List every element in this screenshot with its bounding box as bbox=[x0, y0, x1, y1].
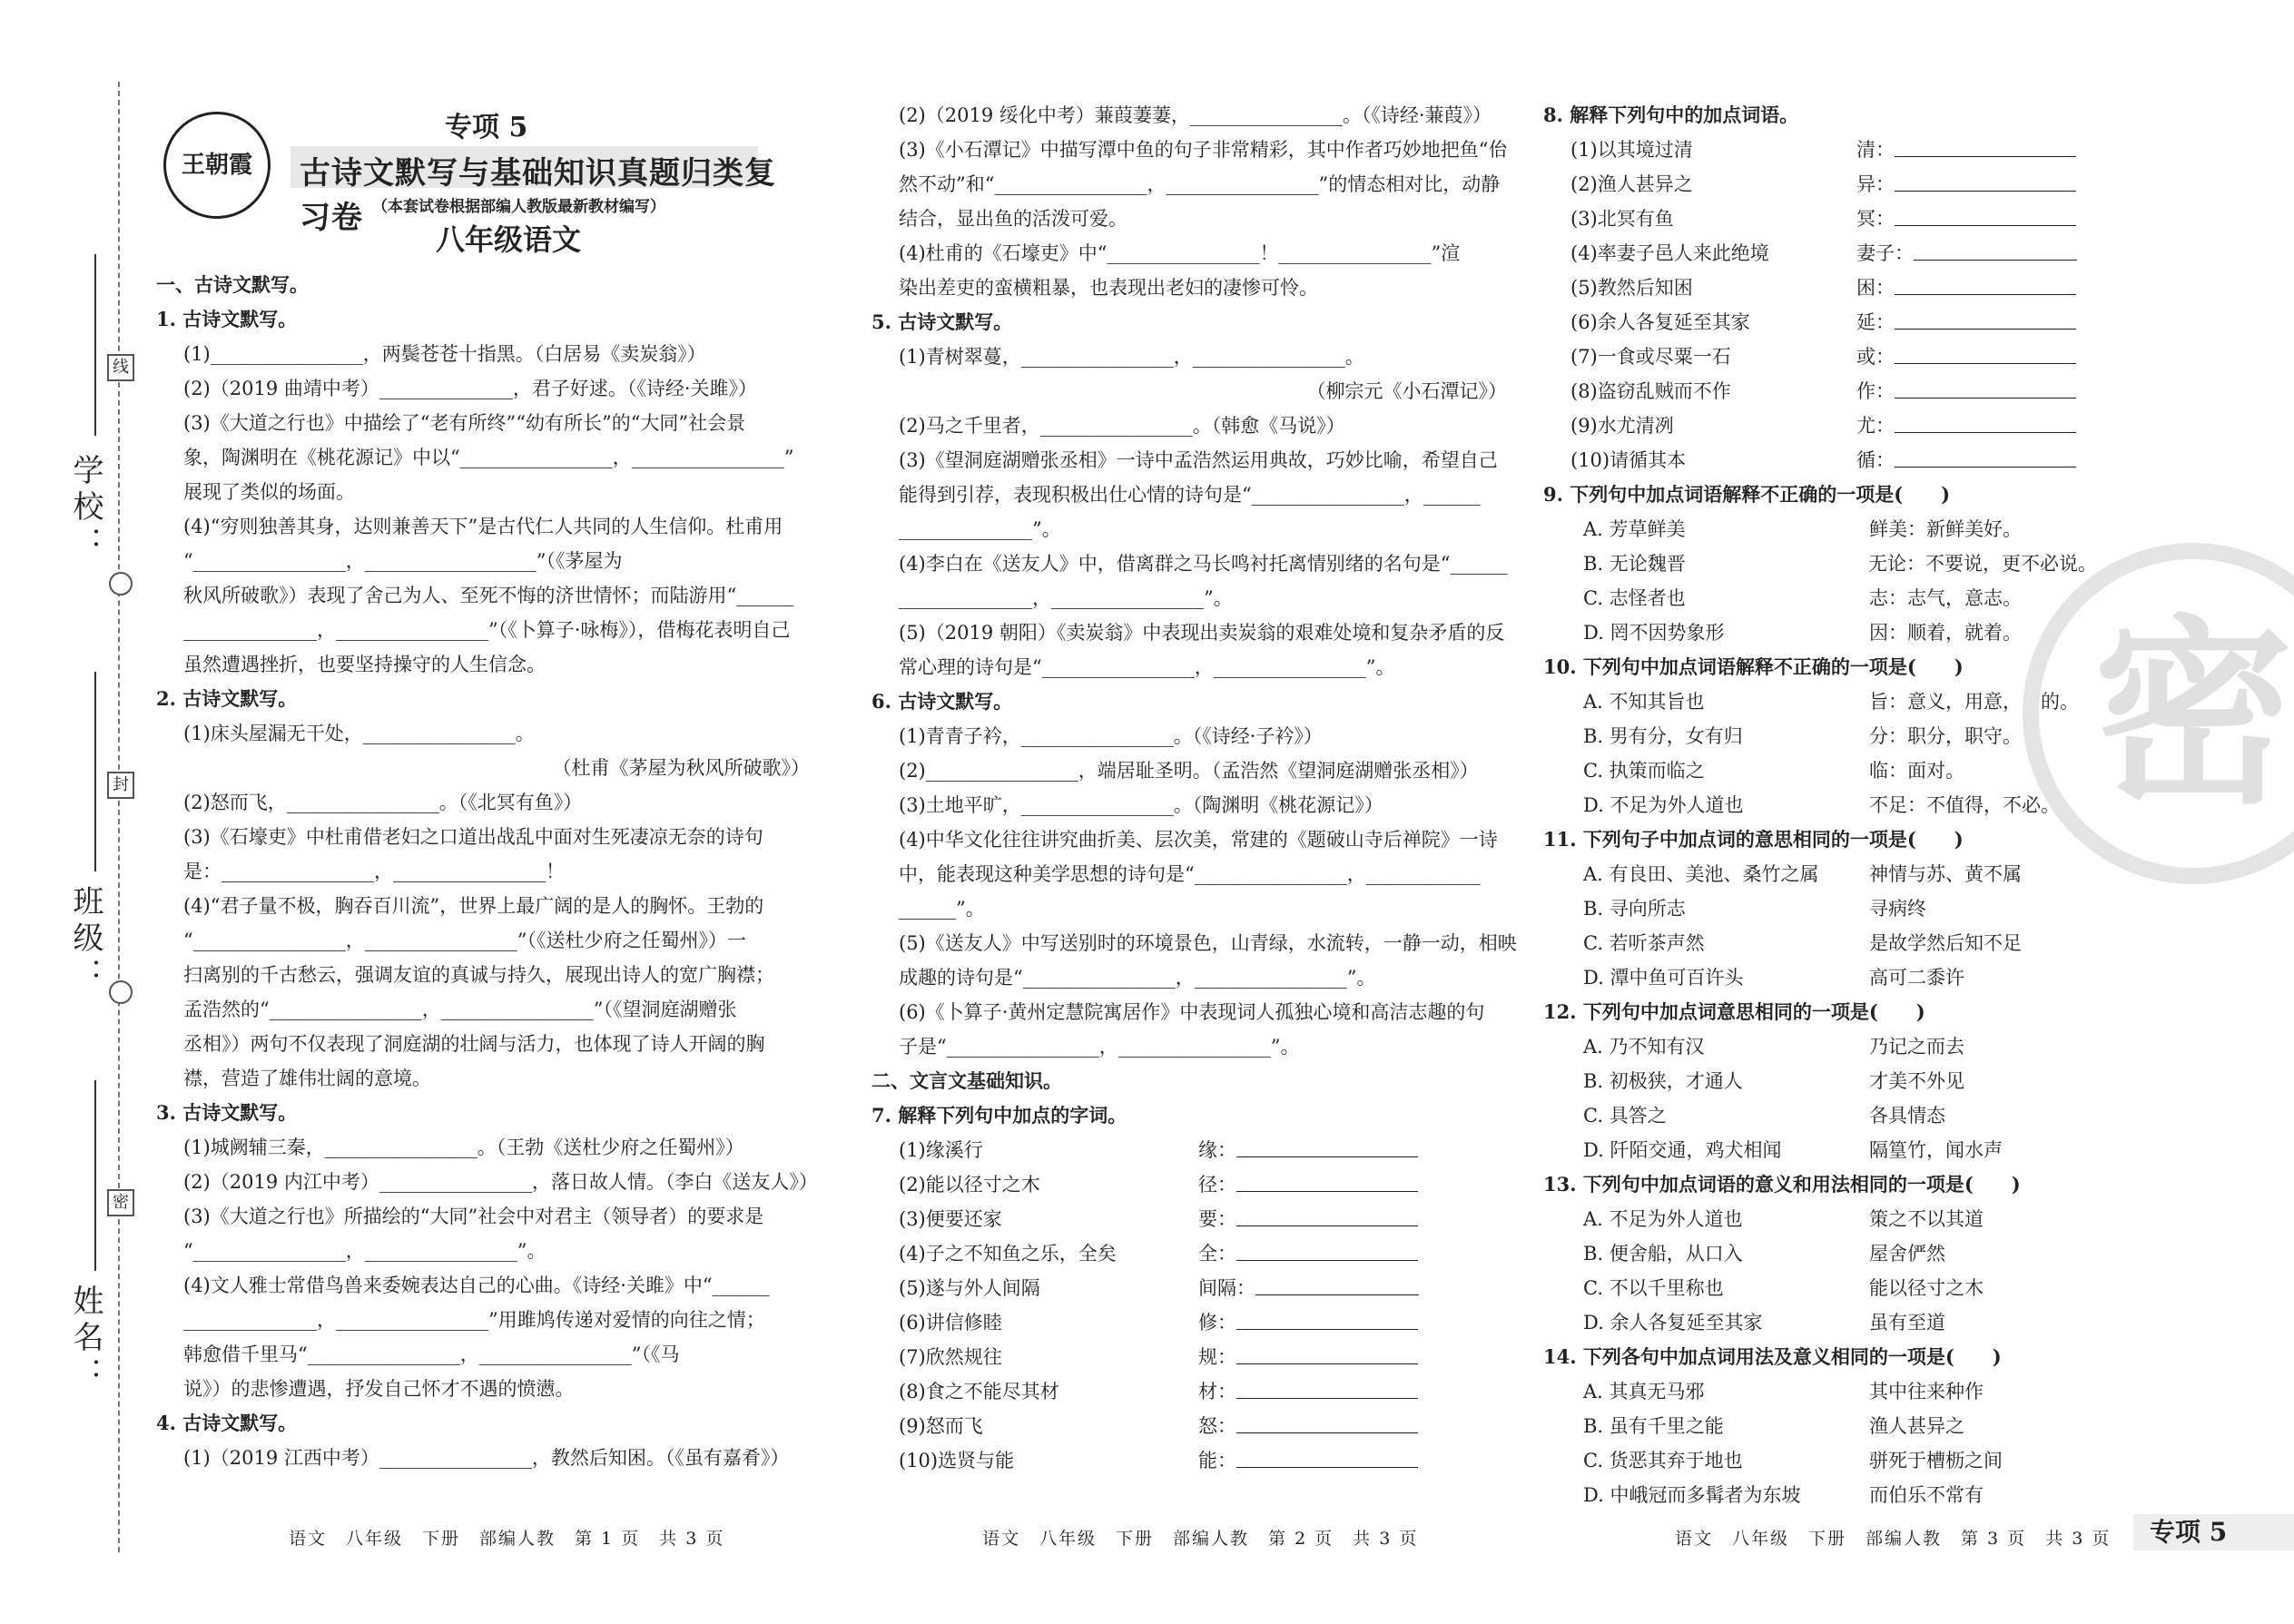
question-title: 4. 古诗文默写。 bbox=[156, 1412, 298, 1434]
question-text: 染出差吏的蛮横粗暴，也表现出老妇的凄惨可怜。 bbox=[899, 277, 1318, 299]
question-text: “________________，________________”。 bbox=[183, 1240, 546, 1262]
question-text: 结合，显出鱼的活泼可爱。 bbox=[899, 208, 1127, 230]
q13-option: D. 余人各复延至其家 虽有至道 bbox=[1583, 1312, 1945, 1334]
question-item: (2)（2019 内江中考）________________，落日故人情。（李白《送友人》） bbox=[183, 1171, 818, 1193]
q8-row: (6)余人各复延至其家 延： bbox=[1543, 305, 2097, 340]
q8-row: (3)北冥有鱼 冥： bbox=[1543, 202, 2097, 236]
question-text: 扫离别的千古愁云，强调友谊的真诚与持久，展现出诗人的宽广胸襟； bbox=[183, 964, 774, 986]
q9-option: A. 芳草鲜美 鲜美：新鲜美好。 bbox=[1583, 518, 2022, 540]
question-item: (2)（2019 曲靖中考）______________，君子好逑。（《诗经·关雎》） bbox=[183, 378, 758, 399]
question-item: (4)杜甫的《石壕吏》中“________________！________________”渲 bbox=[899, 242, 1461, 264]
section-heading: 一、古诗文默写。 bbox=[156, 273, 309, 296]
question-item: (1)________________，两鬓苍苍十指黑。（白居易《卖炭翁》） bbox=[183, 343, 706, 365]
question-item: (1)青青子衿，________________。（《诗经·子衿》） bbox=[899, 725, 1323, 747]
question-text: ______________”。 bbox=[899, 518, 1061, 540]
q12-option: B. 初极狭，才通人 才美不外见 bbox=[1583, 1070, 1964, 1092]
class-label: 班级： bbox=[67, 885, 103, 994]
q11-option: D. 潭中鱼可百许头 高可二黍许 bbox=[1583, 967, 1964, 989]
question-item: (6)《卜算子·黄州定慧院寓居作》中表现词人孤独心境和高洁志趣的句 bbox=[899, 1001, 1485, 1023]
column-2 bbox=[871, 98, 1517, 1478]
question-item: (1)城阙辅三秦，________________。（王勃《送杜少府之任蜀州》） bbox=[183, 1137, 744, 1158]
question-item: (4)文人雅士常借鸟兽来委婉表达自己的心曲。《诗经·关雎》中“______ bbox=[183, 1275, 770, 1296]
q13-option: C. 不以千里称也 能以径寸之木 bbox=[1583, 1277, 1984, 1299]
question-item: (4)中华文化往往讲究曲折美、层次美，常建的《题破山寺后禅院》一诗 bbox=[899, 829, 1498, 851]
question-item: (3)《石壕吏》中杜甫借老妇之口道出战乱中面对生死凄凉无奈的诗句 bbox=[183, 826, 763, 848]
q14-option: D. 中峨冠而多髯者为东坡 而伯乐不常有 bbox=[1583, 1484, 1984, 1506]
school-label: 学校： bbox=[67, 454, 103, 563]
class-line bbox=[94, 672, 96, 871]
question-title: 9. 下列句中加点词语解释不正确的一项是( ) bbox=[1543, 483, 1951, 506]
question-item: (4)李白在《送友人》中，借离群之马长鸣衬托离情别绪的名句是“______ bbox=[899, 553, 1508, 575]
q14-option: B. 虽有千里之能 渔人甚异之 bbox=[1583, 1415, 1964, 1437]
q12-option: A. 乃不知有汉 乃记之而去 bbox=[1583, 1036, 1964, 1058]
q13-option: B. 便舍船，从口入 屋舍俨然 bbox=[1583, 1243, 1945, 1265]
question-item: (3)《大道之行也》所描绘的“大同”社会中对君主（领导者）的要求是 bbox=[183, 1206, 764, 1227]
question-title: 1. 古诗文默写。 bbox=[156, 308, 298, 330]
question-title: 13. 下列句中加点词语的意义和用法相同的一项是( ) bbox=[1543, 1173, 2021, 1196]
question-text: 虽然遭遇挫折，也要坚持操守的人生信念。 bbox=[183, 654, 546, 675]
question-text: 子是“________________，________________”。 bbox=[899, 1036, 1300, 1058]
question-text: ______”。 bbox=[899, 898, 985, 920]
question-text: ______________，________________”（《卜算子·咏梅》），借梅花表明自己 bbox=[183, 619, 791, 641]
q7-row: (5)遂与外人间隔 间隔： bbox=[871, 1271, 1507, 1305]
q8-row: (9)水尤清冽 尤： bbox=[1543, 408, 2097, 443]
question-item: (1)（2019 江西中考）________________，教然后知困。（《虽有嘉肴》） bbox=[183, 1447, 790, 1469]
question-text: 中，能表现这种美学思想的诗句是“________________，____________ bbox=[899, 863, 1481, 885]
q7-row: (3)便要还家 要： bbox=[871, 1202, 1507, 1236]
q8-row: (5)教然后知困 困： bbox=[1543, 271, 2097, 305]
column-1 bbox=[156, 268, 818, 1475]
question-item: (1)青树翠蔓，________________，________________。 bbox=[899, 346, 1364, 368]
binding-dashed-line bbox=[118, 82, 120, 1552]
question-text: 象，陶渊明在《桃花源记》中以“________________，________________” bbox=[183, 447, 794, 468]
q7-row: (8)食之不能尽其材 材： bbox=[871, 1374, 1507, 1409]
q14-option: A. 其真无马邪 其中往来种作 bbox=[1583, 1381, 1984, 1403]
q9-option: D. 罔不因势象形 因：顺着，就着。 bbox=[1583, 622, 2022, 644]
paper-title: 古诗文默写与基础知识真题归类复习卷 bbox=[300, 155, 776, 236]
q12-option: D. 阡陌交通，鸡犬相闻 隔篁竹，闻水声 bbox=[1583, 1139, 2003, 1161]
q8-row: (8)盗窃乱贼而不作 作： bbox=[1543, 374, 2097, 408]
question-item: (3)《小石潭记》中描写潭中鱼的句子非常精彩，其中作者巧妙地把鱼“佁 bbox=[899, 139, 1508, 161]
question-title: 5. 古诗文默写。 bbox=[871, 310, 1013, 333]
q7-row: (6)讲信修睦 修： bbox=[871, 1305, 1507, 1340]
question-item: (2)________________，端居耻圣明。（孟浩然《望洞庭湖赠张丞相》） bbox=[899, 760, 1479, 782]
paper-header bbox=[163, 104, 790, 277]
q7-row: (7)欣然规往 规： bbox=[871, 1340, 1507, 1374]
binding-margin bbox=[0, 0, 136, 1624]
question-title: 12. 下列句中加点词意思相同的一项是( ) bbox=[1543, 1000, 1925, 1023]
q12-option: C. 具答之 各具情态 bbox=[1583, 1105, 1945, 1127]
q7-row: (10)选贤与能 能： bbox=[871, 1443, 1507, 1478]
question-text: 丞相》）两句不仅表现了洞庭湖的壮阔与活力，也体现了诗人开阔的胸 bbox=[183, 1033, 765, 1055]
special-tag: 专项 5 bbox=[2133, 1514, 2294, 1550]
binding-mark-xian: 线 bbox=[107, 354, 134, 381]
paper-subtitle: （本套试卷根据部编人教版最新教材编写） bbox=[372, 198, 665, 216]
special-label: 专项 5 bbox=[445, 112, 528, 143]
q8-row: (4)率妻子邑人来此绝境 妻子： bbox=[1543, 236, 2097, 271]
question-item: (2)怒而飞，________________。（《北冥有鱼》） bbox=[183, 792, 583, 813]
q10-option: B. 男有分，女有归 分：职分，职守。 bbox=[1583, 725, 2022, 747]
question-item: (3)《大道之行也》中描绘了“老有所终”“幼有所长”的“大同”社会景 bbox=[183, 412, 746, 434]
question-text: ______________，________________”用雎鸠传递对爱情的向往之情； bbox=[183, 1309, 765, 1331]
q7-row: (2)能以径寸之木 径： bbox=[871, 1167, 1507, 1202]
section-heading: 二、文言文基础知识。 bbox=[871, 1069, 1062, 1092]
q13-option: A. 不足为外人道也 策之不以其道 bbox=[1583, 1208, 1984, 1230]
question-title: 11. 下列句子中加点词的意思相同的一项是( ) bbox=[1543, 828, 1964, 851]
binding-mark-mi: 密 bbox=[107, 1189, 134, 1216]
page-footer-3: 语文 八年级 下册 部编人教 第 3 页 共 3 页 bbox=[1675, 1529, 2112, 1549]
q14-option: C. 货恶其弃于地也 骈死于槽枥之间 bbox=[1583, 1450, 2003, 1471]
question-text: 孟浩然的“________________，________________”（《望洞庭湖赠张 bbox=[183, 999, 737, 1020]
question-text: 常心理的诗句是“________________，________________”。 bbox=[899, 656, 1395, 678]
q9-option: B. 无论魏晋 无论：不要说，更不必说。 bbox=[1583, 553, 2097, 575]
column-3 bbox=[1543, 98, 2097, 1512]
q8-row: (2)渔人甚异之 异： bbox=[1543, 167, 2097, 202]
question-title: 3. 古诗文默写。 bbox=[156, 1101, 298, 1124]
question-title: 8. 解释下列句中的加点词语。 bbox=[1543, 103, 1799, 126]
question-item: (5)（2019 朝阳）《卖炭翁》中表现出卖炭翁的艰难处境和复杂矛盾的反 bbox=[899, 622, 1505, 644]
question-item: (2)马之千里者，________________。（韩愈《马说》） bbox=[899, 415, 1345, 437]
question-item: (5)《送友人》中写送别时的环境景色，山青绿，水流转，一静一动，相映 bbox=[899, 932, 1517, 954]
question-text: 韩愈借千里马“________________，________________”（《马 bbox=[183, 1343, 680, 1365]
question-title: 2. 古诗文默写。 bbox=[156, 687, 298, 710]
question-item: (1)床头屋漏无干处，________________。 bbox=[183, 723, 535, 744]
page-footer-2: 语文 八年级 下册 部编人教 第 2 页 共 3 页 bbox=[982, 1529, 1419, 1549]
source-citation: （杜甫《茅屋为秋风所破歌》） bbox=[552, 757, 810, 779]
question-title: 10. 下列句中加点词语解释不正确的一项是( ) bbox=[1543, 655, 1964, 678]
source-citation: （柳宗元《小石潭记》） bbox=[1306, 380, 1507, 402]
page-footer-1: 语文 八年级 下册 部编人教 第 1 页 共 3 页 bbox=[289, 1529, 725, 1549]
q11-option: B. 寻向所志 寻病终 bbox=[1583, 898, 1926, 920]
q8-row: (7)一食或尽粟一石 或： bbox=[1543, 340, 2097, 374]
question-text: 然不动”和“________________，________________”的情态相对比，动静 bbox=[899, 173, 1501, 195]
q8-row: (1)以其境过清 清： bbox=[1543, 133, 2097, 167]
name-label: 姓名： bbox=[67, 1284, 103, 1393]
q11-option: C. 若听茶声然 是故学然后知不足 bbox=[1583, 932, 2022, 954]
question-text: 是：________________，________________！ bbox=[183, 861, 565, 882]
question-item: (4)“君子量不极，胸吞百川流”，世界上最广阔的是人的胸怀。王勃的 bbox=[183, 895, 764, 917]
binding-hole bbox=[109, 572, 133, 595]
question-item: (3)《望洞庭湖赠张丞相》一诗中孟浩然运用典故，巧妙比喻，希望自己 bbox=[899, 449, 1498, 471]
q11-option: A. 有良田、美池、桑竹之属 神情与苏、黄不属 bbox=[1583, 863, 2022, 885]
q10-option: A. 不知其旨也 旨：意义，用意，目的。 bbox=[1583, 691, 2079, 713]
grade-title: 八年级语文 bbox=[436, 222, 582, 257]
question-text: 展现了类似的场面。 bbox=[183, 481, 355, 503]
q7-row: (4)子之不知鱼之乐，全矣 全： bbox=[871, 1236, 1507, 1271]
school-line bbox=[94, 254, 96, 436]
question-item: (2)（2019 绥化中考）蒹葭萋萋，________________。（《诗经·蒹葭》） bbox=[899, 104, 1492, 126]
q7-row: (1)缘溪行 缘： bbox=[871, 1133, 1507, 1167]
question-item: (3)土地平旷，________________。（陶渊明《桃花源记》） bbox=[899, 794, 1383, 816]
q10-option: C. 执策而临之 临：面对。 bbox=[1583, 760, 1964, 782]
question-title: 7. 解释下列句中加点的字词。 bbox=[871, 1104, 1127, 1127]
secret-stamp: 密 bbox=[2023, 543, 2294, 884]
q8-row: (10)请循其本 循： bbox=[1543, 443, 2097, 477]
question-text: “________________，__________________”（《茅屋为 bbox=[183, 550, 623, 572]
q10-option: D. 不足为外人道也 不足：不值得，不必。 bbox=[1583, 794, 2060, 816]
question-title: 14. 下列各句中加点词用法及意义相同的一项是( ) bbox=[1543, 1345, 2002, 1368]
question-text: 成趣的诗句是“________________，________________”。 bbox=[899, 967, 1376, 989]
binding-mark-feng: 封 bbox=[107, 772, 134, 799]
q7-row: (9)怒而飞 怒： bbox=[871, 1409, 1507, 1443]
question-text: 能得到引荐，表现积极出仕心情的诗句是“________________，______ bbox=[899, 484, 1481, 506]
name-line bbox=[94, 1080, 96, 1271]
question-title: 6. 古诗文默写。 bbox=[871, 690, 1013, 713]
binding-hole bbox=[109, 980, 133, 1004]
question-text: “________________，________________”（《送杜少府之任蜀州》）一 bbox=[183, 930, 746, 951]
question-text: 秋风所破歌》）表现了舍己为人、至死不悔的济世情怀；而陆游用“______ bbox=[183, 585, 794, 606]
question-item: (4)“穷则独善其身，达则兼善天下”是古代仁人共同的人生信仰。杜甫用 bbox=[183, 516, 783, 537]
q9-option: C. 志怪者也 志：志气，意志。 bbox=[1583, 587, 2022, 609]
brand-logo: 王朝霞 bbox=[163, 112, 271, 219]
question-text: 说》）的悲惨遭遇，抒发自己怀才不遇的愤懑。 bbox=[183, 1378, 575, 1400]
question-text: 襟，营造了雄伟壮阔的意境。 bbox=[183, 1068, 431, 1089]
question-text: ______________，________________”。 bbox=[899, 587, 1233, 609]
